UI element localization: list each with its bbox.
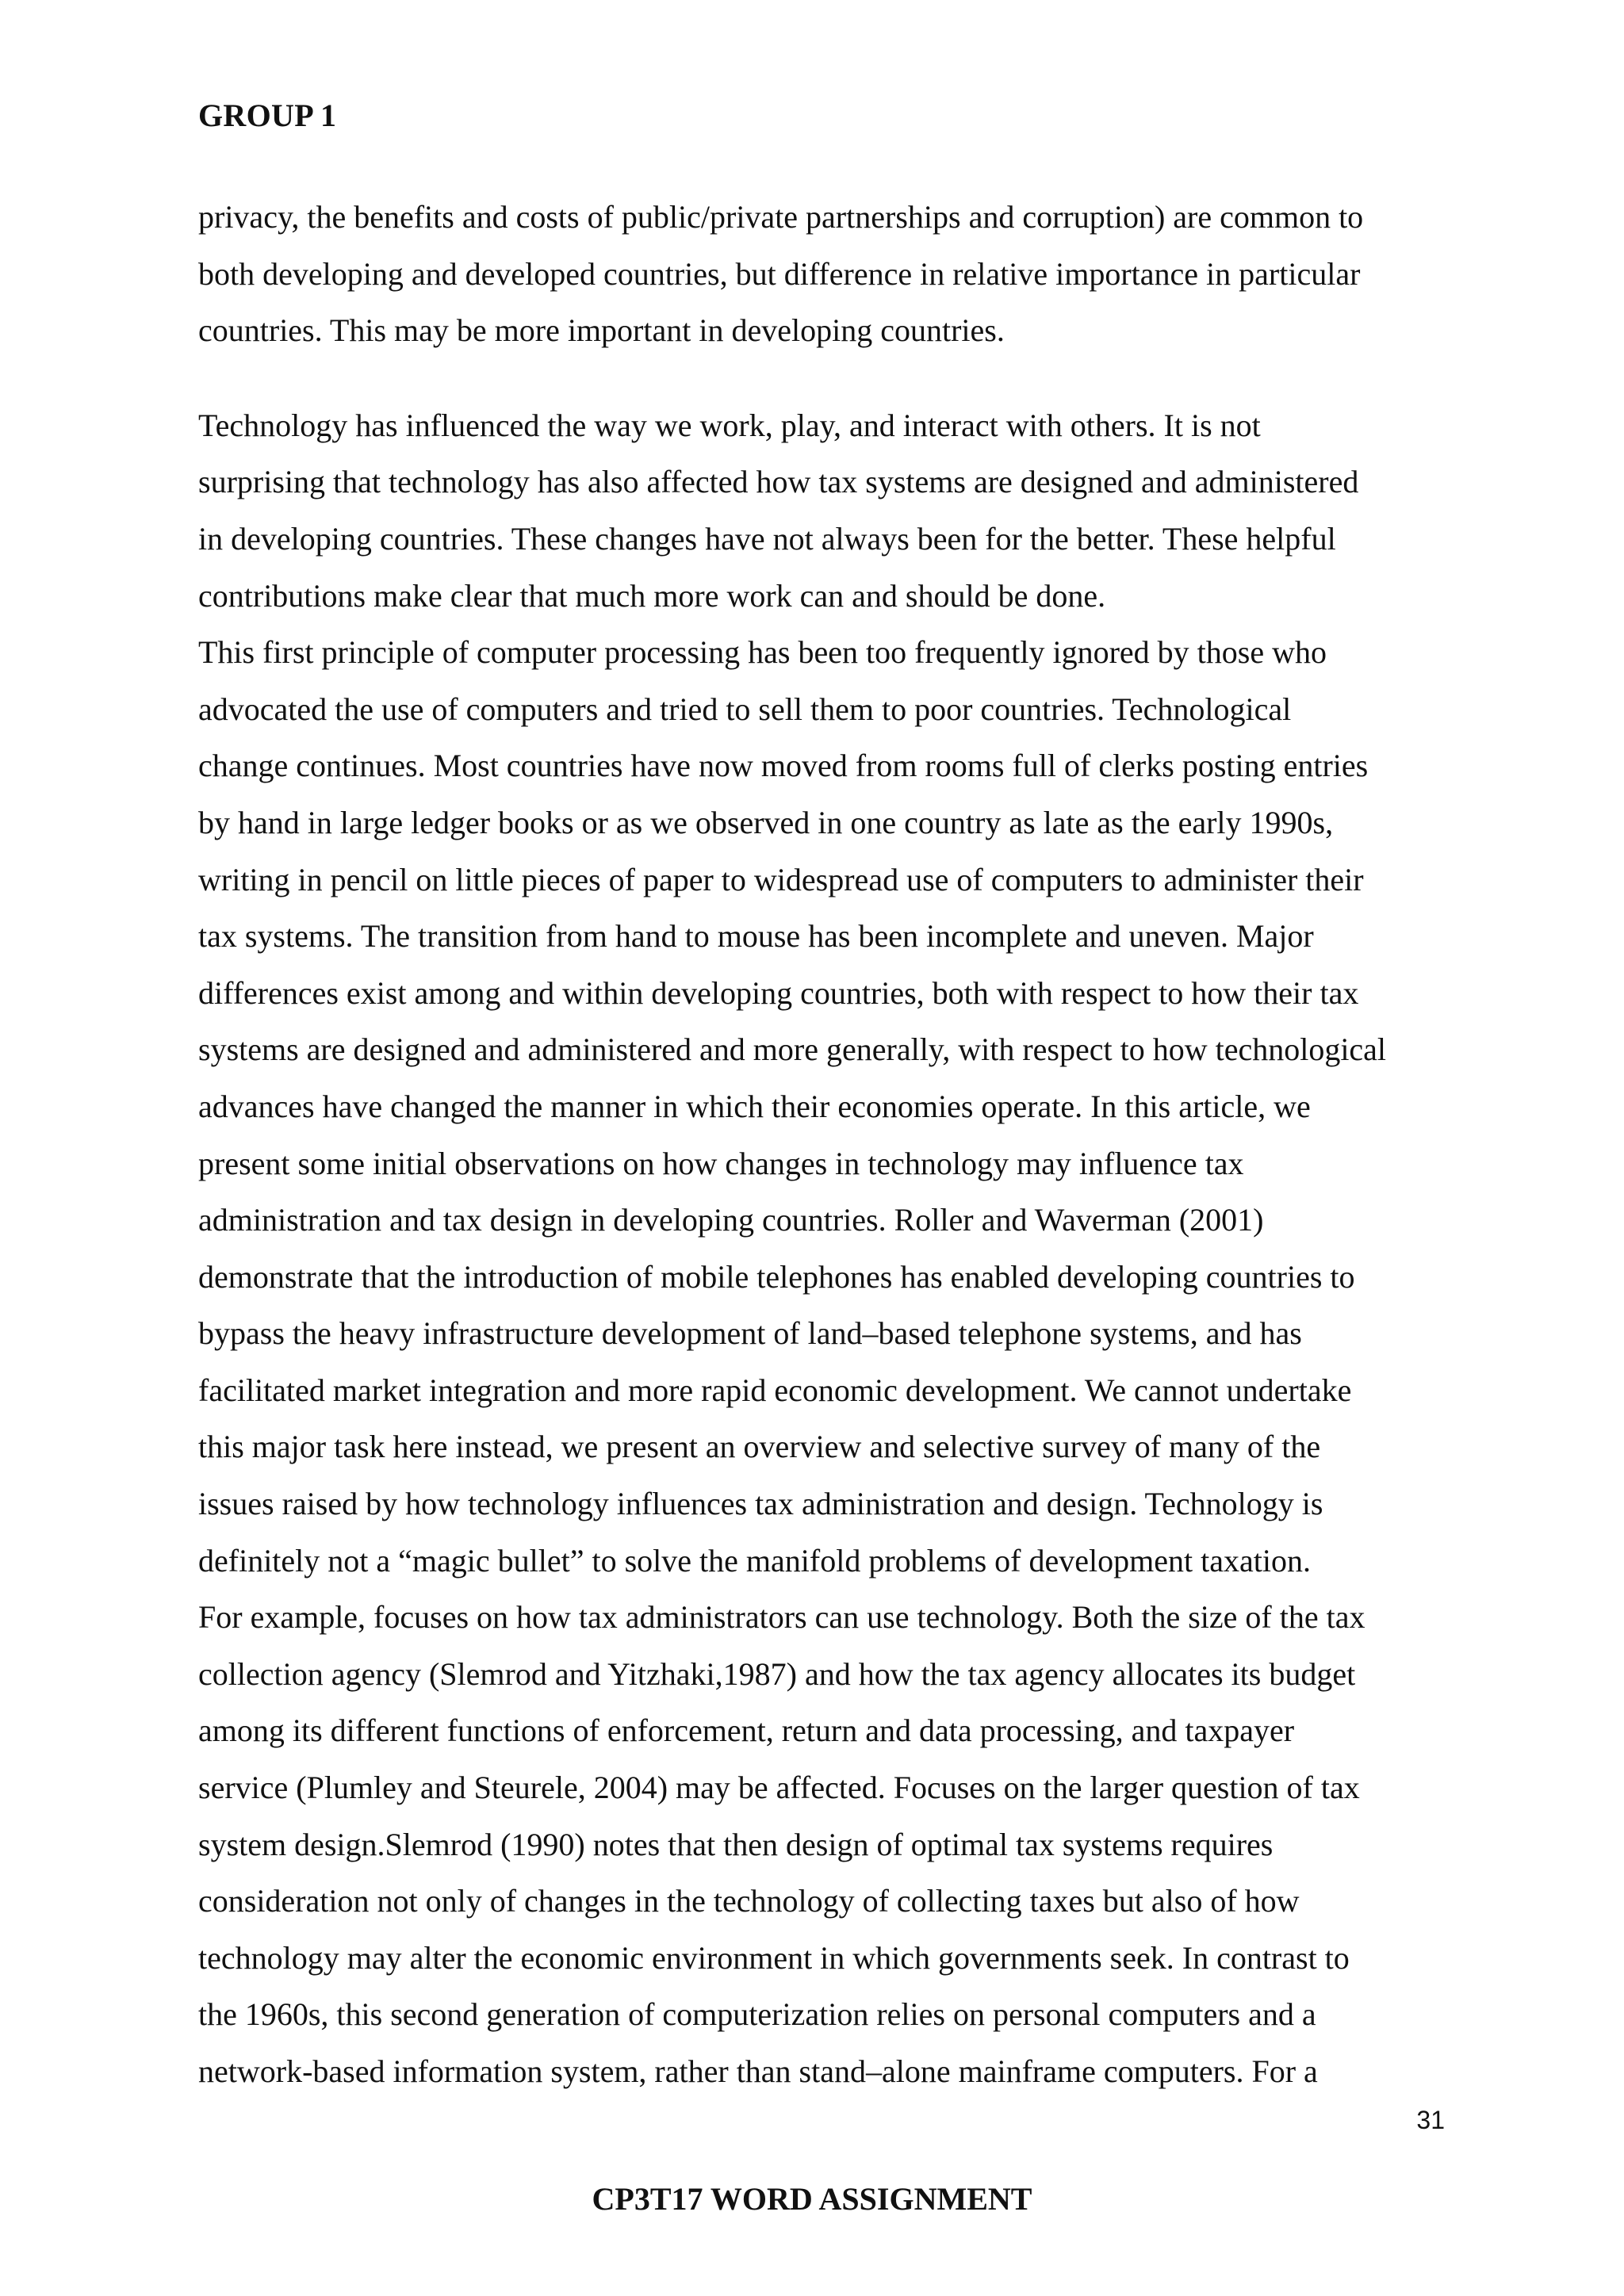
text-line: demonstrate that the introduction of mobile telephones has enabled developing countries to: [198, 1258, 1355, 1295]
text-line: bypass the heavy infrastructure development of land–based telephone systems, and has: [198, 1315, 1302, 1352]
paragraph-privacy: [198, 189, 1451, 359]
text-line: network-based information system, rather than stand–alone mainframe computers. For a: [198, 2053, 1318, 2089]
text-line: facilitated market integration and more rapid economic development. We cannot undertake: [198, 1372, 1352, 1408]
text-line: administration and tax design in developing countries. Roller and Waverman (2001): [198, 1202, 1264, 1238]
text-line: systems are designed and administered and more generally, with respect to how technological: [198, 1031, 1387, 1068]
text-line: in developing countries. These changes have not always been for the better. These helpful: [198, 520, 1336, 557]
text-line: both developing and developed countries, but difference in relative importance in particular: [198, 255, 1361, 292]
text-line: advocated the use of computers and tried to sell them to poor countries. Technological: [198, 691, 1292, 727]
text-line: consideration not only of changes in the technology of collecting taxes but also of how: [198, 1883, 1300, 1919]
text-line: privacy, the benefits and costs of public/private partnerships and corruption) are common to: [198, 199, 1364, 235]
text-line: advances have changed the manner in which their economies operate. In this article, we: [198, 1088, 1311, 1124]
text-line: by hand in large ledger books or as we observed in one country as late as the early 1990s,: [198, 804, 1334, 840]
text-line: technology may alter the economic environment in which governments seek. In contrast to: [198, 1939, 1350, 1976]
text-line: Technology has influenced the way we work, play, and interact with others. It is not: [198, 407, 1261, 443]
text-line: present some initial observations on how changes in technology may influence tax: [198, 1145, 1244, 1181]
text-line: collection agency (Slemrod and Yitzhaki,1987) and how the tax agency allocates its budget: [198, 1655, 1356, 1692]
text-line: change continues. Most countries have now moved from rooms full of clerks posting entries: [198, 748, 1369, 784]
page-header-group: GROUP 1: [198, 98, 337, 133]
text-line: service (Plumley and Steurele, 2004) may be affected. Focuses on the larger question of tax: [198, 1770, 1360, 1806]
paragraph-tax-administrators: [198, 1589, 1451, 2099]
text-line: this major task here instead, we present an overview and selective survey of many of the: [198, 1429, 1321, 1465]
text-line: For example, focuses on how tax administrators can use technology. Both the size of the tax: [198, 1599, 1365, 1636]
paragraph-technology-influence: [198, 397, 1451, 624]
text-line: differences exist among and within developing countries, both with respect to how their tax: [198, 974, 1359, 1011]
text-line: writing in pencil on little pieces of paper to widespread use of computers to administer their: [198, 861, 1364, 897]
page-footer-title: CP3T17 WORD ASSIGNMENT: [592, 2181, 1032, 2217]
text-line: contributions make clear that much more work can and should be done.: [198, 577, 1106, 614]
text-line: definitely not a “magic bullet” to solve the manifold problems of development taxation.: [198, 1542, 1311, 1578]
text-line: countries. This may be more important in developing countries.: [198, 312, 1005, 349]
text-line: system design.Slemrod (1990) notes that then design of optimal tax systems requires: [198, 1826, 1274, 1862]
text-line: issues raised by how technology influences tax administration and design. Technology is: [198, 1486, 1323, 1522]
text-line: This first principle of computer processing has been too frequently ignored by those who: [198, 634, 1327, 671]
text-line: among its different functions of enforcement, return and data processing, and taxpayer: [198, 1712, 1295, 1749]
text-line: the 1960s, this second generation of computerization relies on personal computers and a: [198, 1996, 1316, 2033]
text-line: tax systems. The transition from hand to mouse has been incomplete and uneven. Major: [198, 918, 1314, 955]
document-body: [198, 189, 1451, 2100]
page-number: 31: [1416, 2106, 1445, 2134]
paragraph-computer-processing: [198, 624, 1451, 1589]
text-line: surprising that technology has also affected how tax systems are designed and administered: [198, 464, 1359, 500]
